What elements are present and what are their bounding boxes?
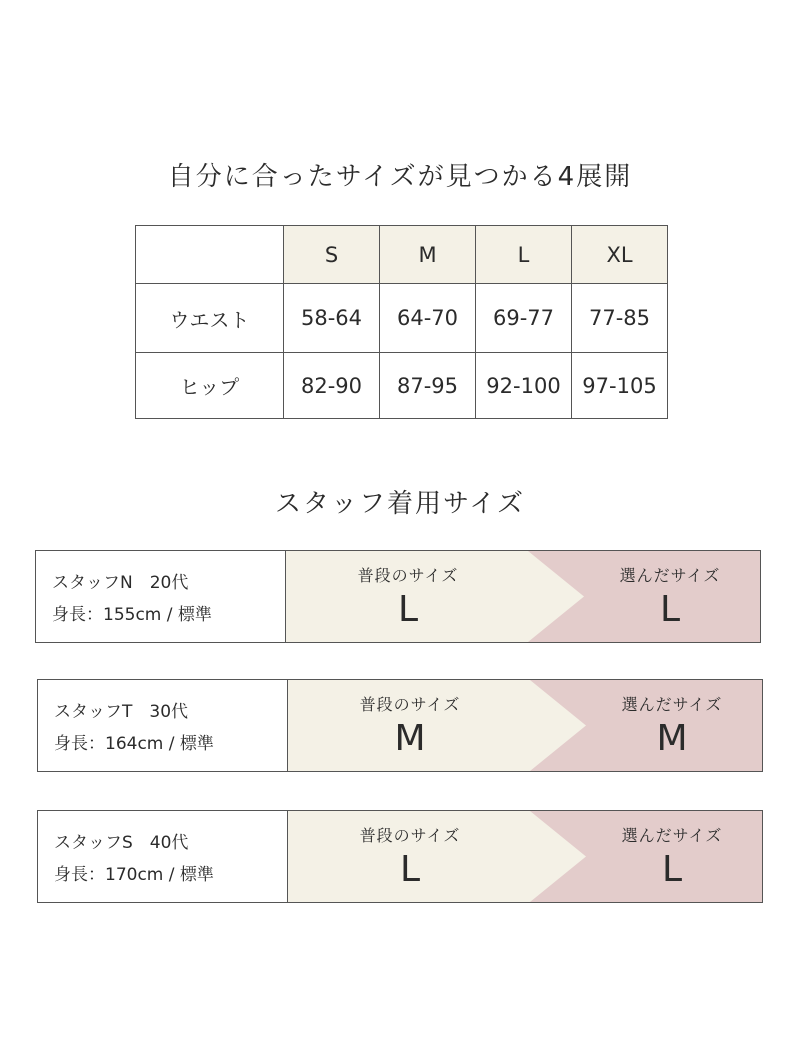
staff-name: スタッフT 30代 <box>54 702 189 722</box>
usual-size-column <box>320 680 500 759</box>
waist-m: 64-70 <box>380 284 476 353</box>
chosen-size-label: 選んだサイズ <box>619 566 721 585</box>
chosen-size-column <box>582 811 762 890</box>
size-header-xl: XL <box>572 226 668 284</box>
size-header-l: L <box>476 226 572 284</box>
staff-size-title: スタッフ着用サイズ <box>275 489 525 519</box>
size-header-s: S <box>284 226 380 284</box>
usual-size-label: 普段のサイズ <box>359 695 461 714</box>
hip-m: 87-95 <box>380 353 476 419</box>
size-header-m: M <box>380 226 476 284</box>
waist-xl: 77-85 <box>572 284 668 353</box>
usual-size-value: M <box>394 718 426 759</box>
usual-size-column <box>320 811 500 890</box>
table-header-row <box>136 226 668 284</box>
staff-height: 身長：170cm / 標準 <box>54 865 214 885</box>
staff-height: 身長：155cm / 標準 <box>52 605 212 625</box>
usual-size-value: L <box>397 589 419 630</box>
size-comparison <box>288 811 762 902</box>
size-chart-title: 自分に合ったサイズが見つかる4展開 <box>167 162 633 192</box>
staff-info <box>38 811 288 902</box>
chosen-size-column <box>580 551 760 630</box>
staff-name: スタッフS 40代 <box>54 833 189 853</box>
table-row-hip <box>136 353 668 419</box>
staff-card-n <box>35 550 761 643</box>
table-row-waist <box>136 284 668 353</box>
staff-card-s <box>37 810 763 903</box>
staff-info <box>36 551 286 642</box>
chosen-size-value: M <box>656 718 688 759</box>
chosen-size-label: 選んだサイズ <box>621 826 723 845</box>
usual-size-label: 普段のサイズ <box>357 566 459 585</box>
size-comparison <box>288 680 762 771</box>
chosen-size-value: L <box>659 589 681 630</box>
chosen-size-column <box>582 680 762 759</box>
usual-size-label: 普段のサイズ <box>359 826 461 845</box>
hip-xl: 97-105 <box>572 353 668 419</box>
waist-l: 69-77 <box>476 284 572 353</box>
row-label-waist: ウエスト <box>136 284 284 353</box>
staff-name: スタッフN 20代 <box>52 573 189 593</box>
staff-info <box>38 680 288 771</box>
usual-size-value: L <box>399 849 421 890</box>
table-corner-cell <box>136 226 284 284</box>
size-comparison <box>286 551 760 642</box>
waist-s: 58-64 <box>284 284 380 353</box>
chosen-size-value: L <box>661 849 683 890</box>
staff-height: 身長：164cm / 標準 <box>54 734 214 754</box>
hip-l: 92-100 <box>476 353 572 419</box>
hip-s: 82-90 <box>284 353 380 419</box>
row-label-hip: ヒップ <box>136 353 284 419</box>
staff-card-t <box>37 679 763 772</box>
chosen-size-label: 選んだサイズ <box>621 695 723 714</box>
usual-size-column <box>318 551 498 630</box>
size-table <box>135 225 668 419</box>
